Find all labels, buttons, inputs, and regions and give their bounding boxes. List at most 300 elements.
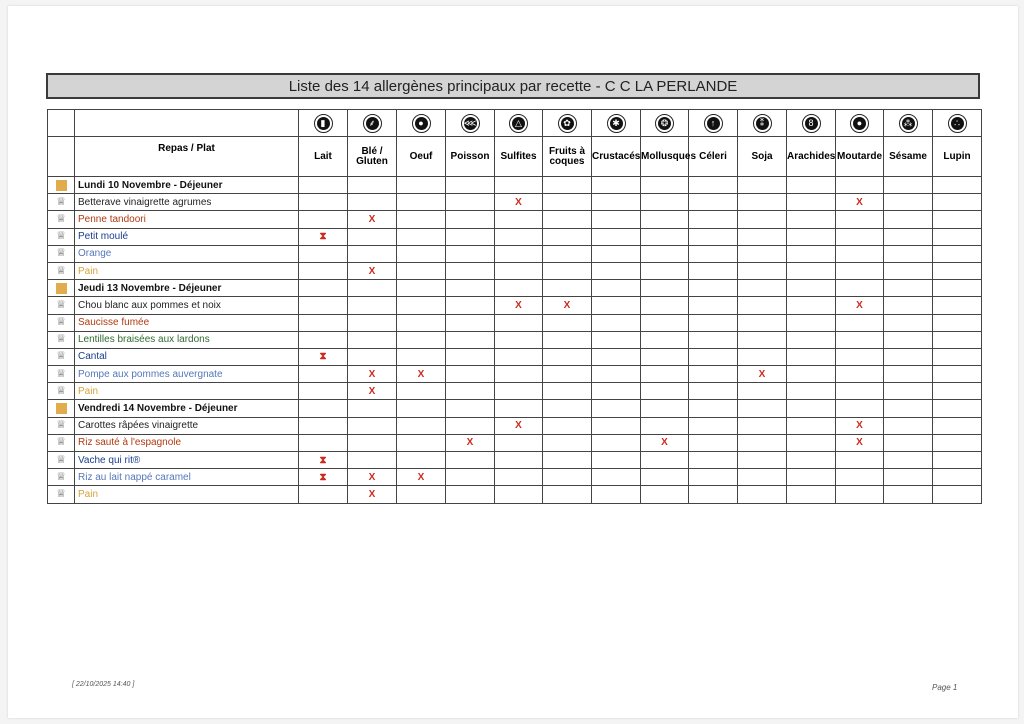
empty-cell [787, 348, 836, 365]
allergen-icon-cell [397, 110, 446, 137]
recipe-icon-cell [48, 452, 75, 469]
empty-cell [641, 297, 689, 314]
empty-cell [299, 297, 348, 314]
empty-cell [592, 280, 641, 297]
empty-cell [543, 469, 592, 486]
allergen-column-header: Lupin [933, 137, 982, 177]
dish-name: Chou blanc aux pommes et noix [75, 297, 299, 314]
day-marker-cell [48, 177, 75, 194]
empty-cell [884, 228, 933, 245]
dish-row [48, 469, 982, 486]
empty-cell [348, 452, 397, 469]
allergen-icon-cell [689, 110, 738, 137]
recipe-icon-cell [48, 486, 75, 503]
recipe-icon-cell [48, 262, 75, 279]
empty-cell [348, 228, 397, 245]
empty-cell [543, 262, 592, 279]
empty-cell [641, 211, 689, 228]
empty-cell [348, 331, 397, 348]
empty-cell [884, 469, 933, 486]
allergen-mark: ⧗ [299, 469, 348, 486]
empty-cell [738, 452, 787, 469]
empty-cell [446, 194, 495, 211]
empty-cell [884, 194, 933, 211]
empty-cell [592, 211, 641, 228]
empty-cell [592, 194, 641, 211]
allergen-mark: X [836, 297, 884, 314]
chef-hat-icon: ♕ [56, 298, 66, 311]
recipe-icon-cell [48, 417, 75, 434]
empty-cell [836, 469, 884, 486]
milk-bottle-icon: ▮ [314, 114, 333, 133]
empty-cell [738, 211, 787, 228]
empty-cell [495, 280, 543, 297]
empty-cell [543, 245, 592, 262]
empty-cell [884, 211, 933, 228]
dish-name: Pain [75, 262, 299, 279]
empty-cell [933, 348, 982, 365]
empty-cell [884, 486, 933, 503]
dish-name: Riz sauté à l'espagnole [75, 434, 299, 451]
empty-cell [641, 486, 689, 503]
empty-cell [543, 486, 592, 503]
fish-icon: ⋘ [461, 114, 480, 133]
dish-name: Lentilles braisées aux lardons [75, 331, 299, 348]
empty-cell [641, 331, 689, 348]
empty-cell [787, 434, 836, 451]
allergen-icon-cell [641, 110, 689, 137]
page-number: Page 1 [932, 683, 958, 692]
empty-cell [299, 194, 348, 211]
dish-row [48, 228, 982, 245]
day-label: Vendredi 14 Novembre - Déjeuner [75, 400, 299, 417]
empty-cell [543, 452, 592, 469]
recipe-icon-cell [48, 348, 75, 365]
day-marker-cell [48, 280, 75, 297]
recipe-icon-cell [48, 314, 75, 331]
empty-cell [641, 245, 689, 262]
empty-cell [397, 211, 446, 228]
allergen-mark: X [348, 262, 397, 279]
mustard-icon: ● [850, 114, 869, 133]
empty-cell [397, 262, 446, 279]
empty-cell [884, 452, 933, 469]
chef-hat-icon: ♕ [56, 247, 66, 260]
empty-cell [397, 331, 446, 348]
empty-cell [592, 177, 641, 194]
empty-cell [299, 486, 348, 503]
dish-row [48, 194, 982, 211]
peanut-icon: 8 [802, 114, 821, 133]
lupin-icon: ∴ [948, 114, 967, 133]
dish-name: Carottes râpées vinaigrette [75, 417, 299, 434]
empty-cell [592, 452, 641, 469]
empty-cell [446, 280, 495, 297]
chef-hat-icon: ♕ [56, 230, 66, 243]
dish-name: Riz au lait nappé caramel [75, 469, 299, 486]
empty-cell [543, 400, 592, 417]
empty-cell [543, 194, 592, 211]
empty-cell [299, 314, 348, 331]
empty-cell [787, 262, 836, 279]
empty-cell [933, 194, 982, 211]
allergen-mark: X [836, 434, 884, 451]
wheat-icon: ⸙ [363, 114, 382, 133]
empty-cell [397, 280, 446, 297]
empty-cell [495, 245, 543, 262]
empty-cell [495, 314, 543, 331]
dish-name: Petit moulé [75, 228, 299, 245]
empty-cell [592, 228, 641, 245]
empty-cell [884, 297, 933, 314]
day-row [48, 280, 982, 297]
dish-row [48, 366, 982, 383]
empty-cell [299, 211, 348, 228]
empty-cell [299, 434, 348, 451]
empty-cell [446, 297, 495, 314]
print-timestamp: [ 22/10/2025 14:40 ] [72, 681, 135, 688]
allergen-icon-cell [446, 110, 495, 137]
empty-cell [787, 314, 836, 331]
empty-cell [933, 211, 982, 228]
empty-cell [592, 400, 641, 417]
empty-cell [884, 245, 933, 262]
dish-row [48, 452, 982, 469]
recipe-icon-cell [48, 366, 75, 383]
empty-cell [299, 245, 348, 262]
empty-cell [348, 194, 397, 211]
allergen-mark: X [348, 366, 397, 383]
empty-cell [689, 434, 738, 451]
allergen-icon-row [48, 110, 982, 137]
allergen-column-header: Céleri [689, 137, 738, 177]
empty-cell [738, 297, 787, 314]
empty-cell [689, 452, 738, 469]
allergen-icon-cell [299, 110, 348, 137]
empty-cell [592, 331, 641, 348]
allergen-mark: ⧗ [299, 348, 348, 365]
empty-cell [641, 383, 689, 400]
allergen-icon-cell [738, 110, 787, 137]
crab-icon: ✱ [607, 114, 626, 133]
allergen-mark: X [348, 486, 397, 503]
empty-cell [641, 366, 689, 383]
empty-cell [689, 280, 738, 297]
empty-cell [348, 417, 397, 434]
empty-cell [836, 314, 884, 331]
empty-cell [495, 331, 543, 348]
allergen-mark: X [495, 297, 543, 314]
allergen-mark: X [348, 469, 397, 486]
empty-cell [348, 348, 397, 365]
egg-icon: ● [412, 114, 431, 133]
day-marker-icon [56, 403, 67, 414]
empty-cell [397, 194, 446, 211]
empty-cell [495, 228, 543, 245]
empty-cell [689, 417, 738, 434]
empty-cell [933, 434, 982, 451]
recipe-icon-cell [48, 469, 75, 486]
empty-cell [787, 366, 836, 383]
allergen-mark: X [836, 194, 884, 211]
empty-cell [738, 348, 787, 365]
empty-cell [592, 417, 641, 434]
allergen-mark: X [495, 194, 543, 211]
empty-cell [641, 469, 689, 486]
empty-cell [836, 331, 884, 348]
chef-hat-icon: ♕ [56, 436, 66, 449]
dish-name: Saucisse fumée [75, 314, 299, 331]
empty-cell [689, 469, 738, 486]
empty-cell [543, 177, 592, 194]
empty-cell [787, 417, 836, 434]
empty-cell [836, 400, 884, 417]
empty-cell [836, 177, 884, 194]
empty-cell [592, 348, 641, 365]
empty-cell [738, 177, 787, 194]
empty-cell [787, 211, 836, 228]
recipe-icon-cell [48, 194, 75, 211]
empty-cell [787, 194, 836, 211]
empty-cell [689, 366, 738, 383]
empty-cell [495, 400, 543, 417]
dish-name: Betterave vinaigrette agrumes [75, 194, 299, 211]
empty-cell [348, 177, 397, 194]
allergen-column-header: Oeuf [397, 137, 446, 177]
empty-cell [884, 400, 933, 417]
empty-cell [933, 297, 982, 314]
empty-cell [446, 486, 495, 503]
recipe-icon-cell [48, 383, 75, 400]
allergen-icon-cell [884, 110, 933, 137]
empty-cell [884, 417, 933, 434]
empty-cell [299, 262, 348, 279]
allergen-column-header: Lait [299, 137, 348, 177]
empty-cell [543, 280, 592, 297]
flask-icon: △ [509, 114, 528, 133]
empty-cell [787, 280, 836, 297]
allergen-icon-cell [933, 110, 982, 137]
empty-cell [299, 383, 348, 400]
empty-cell [689, 348, 738, 365]
day-marker-icon [56, 180, 67, 191]
empty-cell [787, 452, 836, 469]
chef-hat-icon: ♕ [56, 470, 66, 483]
empty-cell [689, 486, 738, 503]
empty-cell [495, 211, 543, 228]
empty-cell [543, 228, 592, 245]
allergen-mark: ⧗ [299, 452, 348, 469]
recipe-icon-cell [48, 331, 75, 348]
empty-cell [738, 262, 787, 279]
empty-cell [495, 366, 543, 383]
day-label: Lundi 10 Novembre - Déjeuner [75, 177, 299, 194]
allergen-mark: X [543, 297, 592, 314]
empty-cell [933, 280, 982, 297]
empty-cell [689, 228, 738, 245]
empty-cell [446, 177, 495, 194]
empty-cell [543, 434, 592, 451]
empty-cell [397, 348, 446, 365]
empty-cell [495, 469, 543, 486]
empty-cell [397, 383, 446, 400]
empty-cell [884, 314, 933, 331]
allergen-icon-cell [592, 110, 641, 137]
chef-hat-icon: ♕ [56, 333, 66, 346]
soy-icon: ⁑ [753, 114, 772, 133]
empty-cell [641, 194, 689, 211]
dish-row [48, 211, 982, 228]
allergen-column-header: Sésame [884, 137, 933, 177]
dish-row [48, 348, 982, 365]
empty-cell [495, 383, 543, 400]
dish-name: Cantal [75, 348, 299, 365]
empty-cell [933, 177, 982, 194]
allergen-mark: X [397, 469, 446, 486]
empty-cell [689, 177, 738, 194]
empty-cell [738, 314, 787, 331]
chef-hat-icon: ♕ [56, 264, 66, 277]
empty-cell [884, 177, 933, 194]
empty-cell [641, 417, 689, 434]
empty-cell [689, 245, 738, 262]
allergen-mark: ⧗ [299, 228, 348, 245]
empty-cell [836, 211, 884, 228]
recipe-icon-cell [48, 434, 75, 451]
empty-cell [884, 434, 933, 451]
allergen-column-header: Soja [738, 137, 787, 177]
empty-cell [836, 366, 884, 383]
dish-row [48, 383, 982, 400]
shell-icon: ❂ [655, 114, 674, 133]
blank-cell [48, 137, 75, 177]
empty-cell [446, 331, 495, 348]
empty-cell [495, 262, 543, 279]
allergen-column-header: Sulfites [495, 137, 543, 177]
sesame-icon: ⁂ [899, 114, 918, 133]
dish-row [48, 434, 982, 451]
chef-hat-icon: ♕ [56, 453, 66, 466]
empty-cell [397, 486, 446, 503]
allergen-column-header: Blé / Gluten [348, 137, 397, 177]
dish-name: Penne tandoori [75, 211, 299, 228]
empty-cell [836, 280, 884, 297]
empty-cell [495, 452, 543, 469]
empty-cell [299, 400, 348, 417]
allergen-mark: X [348, 211, 397, 228]
empty-cell [836, 228, 884, 245]
empty-cell [543, 366, 592, 383]
empty-cell [933, 452, 982, 469]
day-row [48, 177, 982, 194]
empty-cell [787, 228, 836, 245]
empty-cell [641, 177, 689, 194]
chef-hat-icon: ♕ [56, 316, 66, 329]
empty-cell [446, 366, 495, 383]
dish-name: Pain [75, 486, 299, 503]
empty-cell [592, 434, 641, 451]
empty-cell [933, 262, 982, 279]
empty-cell [933, 331, 982, 348]
empty-cell [299, 366, 348, 383]
dish-row [48, 245, 982, 262]
empty-cell [689, 400, 738, 417]
empty-cell [689, 194, 738, 211]
empty-cell [641, 314, 689, 331]
empty-cell [446, 452, 495, 469]
empty-cell [933, 228, 982, 245]
empty-cell [641, 400, 689, 417]
empty-cell [543, 211, 592, 228]
empty-cell [836, 262, 884, 279]
header-row [48, 137, 982, 177]
empty-cell [738, 417, 787, 434]
empty-cell [641, 348, 689, 365]
empty-cell [836, 486, 884, 503]
allergen-column-header: Moutarde [836, 137, 884, 177]
empty-cell [689, 314, 738, 331]
allergen-column-header: Arachides [787, 137, 836, 177]
empty-cell [836, 245, 884, 262]
allergen-column-header: Mollusques [641, 137, 689, 177]
dish-column-header: Repas / Plat [75, 137, 299, 177]
empty-cell [933, 400, 982, 417]
empty-cell [543, 348, 592, 365]
empty-cell [884, 280, 933, 297]
allergen-icon-cell [836, 110, 884, 137]
empty-cell [299, 280, 348, 297]
empty-cell [397, 177, 446, 194]
empty-cell [348, 297, 397, 314]
empty-cell [641, 280, 689, 297]
empty-cell [397, 245, 446, 262]
empty-cell [446, 228, 495, 245]
celery-icon: ↑ [704, 114, 723, 133]
empty-cell [397, 297, 446, 314]
recipe-icon-cell [48, 297, 75, 314]
empty-cell [495, 434, 543, 451]
empty-cell [348, 400, 397, 417]
empty-cell [641, 262, 689, 279]
allergen-icon-cell [543, 110, 592, 137]
empty-cell [689, 211, 738, 228]
empty-cell [592, 383, 641, 400]
empty-cell [641, 452, 689, 469]
nut-icon: ✿ [558, 114, 577, 133]
allergen-column-header: Poisson [446, 137, 495, 177]
recipe-icon-cell [48, 245, 75, 262]
empty-cell [738, 486, 787, 503]
empty-cell [299, 331, 348, 348]
chef-hat-icon: ♕ [56, 419, 66, 432]
day-marker-icon [56, 283, 67, 294]
empty-cell [738, 434, 787, 451]
empty-cell [397, 314, 446, 331]
allergen-mark: X [397, 366, 446, 383]
empty-cell [543, 383, 592, 400]
empty-cell [446, 417, 495, 434]
empty-cell [299, 417, 348, 434]
empty-cell [884, 331, 933, 348]
empty-cell [543, 331, 592, 348]
dish-name: Vache qui rit® [75, 452, 299, 469]
empty-cell [397, 452, 446, 469]
empty-cell [787, 486, 836, 503]
day-row [48, 400, 982, 417]
allergen-column-header: Fruits à coques [543, 137, 592, 177]
empty-cell [689, 383, 738, 400]
empty-cell [738, 469, 787, 486]
